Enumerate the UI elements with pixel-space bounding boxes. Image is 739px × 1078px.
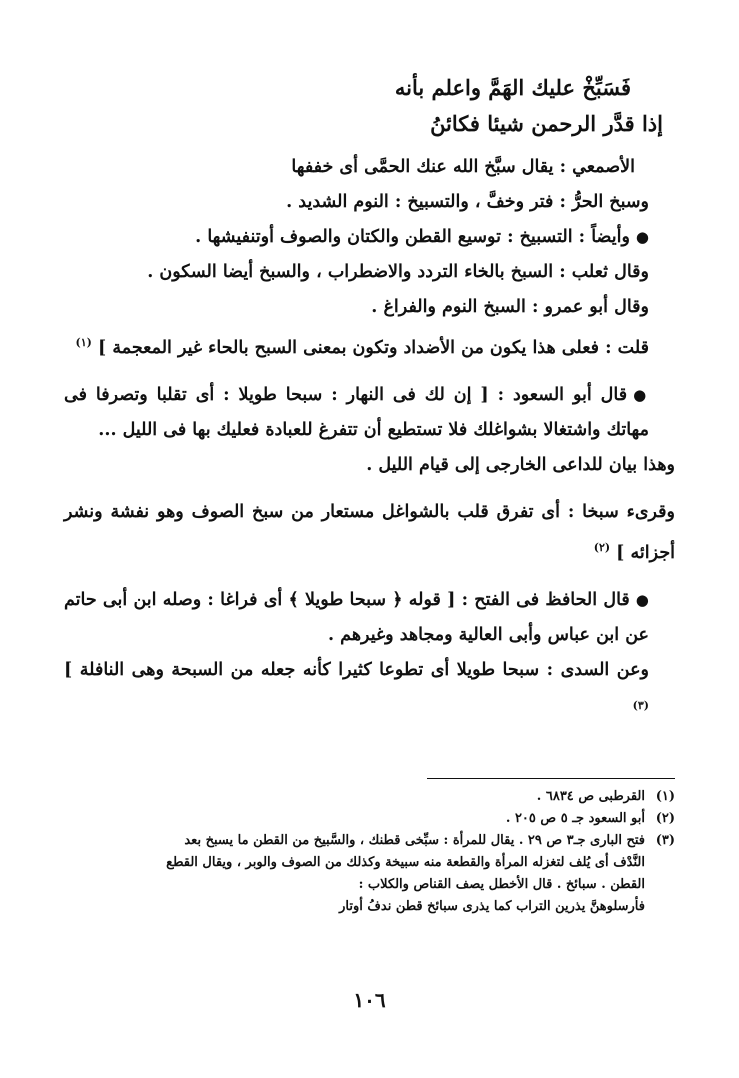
footnote-2 bbox=[56, 808, 675, 830]
paragraph-hafiz bbox=[64, 583, 675, 653]
footnote-ref-2: (٢) bbox=[593, 540, 611, 554]
paragraph-aydan bbox=[64, 220, 675, 255]
paragraph-suddi bbox=[64, 653, 675, 729]
paragraph-abu-amr: وقال أبو عمرو : السبخ النوم والفراغ . bbox=[371, 297, 649, 317]
footnote-number: (٣) bbox=[655, 833, 675, 848]
footnote-3 bbox=[56, 830, 675, 852]
poem-verse-second-hemistich: إذا قدَّر الرحمن شيئا فكائنُ bbox=[430, 111, 663, 136]
paragraph-thalab: وقال ثعلب : السبخ بالخاء التردد والاضطراب ، والسبخ أيضا السكون . bbox=[147, 262, 649, 282]
paragraph-aydan-text: وأيضاً : التسبيخ : توسيع القطن والكتان والصوف أوتنفيشها . bbox=[195, 227, 630, 247]
paragraph-asmai: الأصمعي : يقال سبَّخ الله عنك الحمَّى أى خففها bbox=[291, 157, 635, 177]
footnote-text: القرطبى ص ٦٨٣٤ . bbox=[536, 789, 645, 804]
footnotes bbox=[56, 786, 675, 918]
footnote-ref-1: (١) bbox=[75, 336, 92, 349]
paragraph-qultu-text: قلت : فعلى هذا يكون من الأضداد وتكون بمعنى السبح بالحاء غير المعجمة ] bbox=[97, 337, 649, 358]
footnote-verse: فأرسلوهنَّ يذرين التراب كما يذرى سبائخ قطن ندفُ أوتار bbox=[339, 899, 645, 914]
main-text bbox=[64, 150, 675, 728]
paragraph-quria-sabkha-text: وقرىء سبخا : أى تفرق قلب بالشواغل مستعار من سبخ الصوف وهو نفشة ونشر أجزائه ] bbox=[64, 501, 675, 563]
footnote-3-continuation-line: النَّدْف أى يُلف لتغزله المرأة والقطعة منه سبيخة وكذلك من الصوف والوبر ، ويقال القطع bbox=[166, 855, 645, 870]
footnote-text: فتح البارى جـ٣ ص ٢٩ . يقال للمرأة : سبِّخى قطنك ، والسَّبيخ من القطن ما يسبخ بعد bbox=[184, 833, 645, 848]
paragraph-sabakha-alharr: وسبخ الحرُّ : فتر وخفَّ ، والتسبيخ : النوم الشديد . bbox=[286, 192, 649, 212]
footnote-divider bbox=[427, 778, 675, 779]
footnote-number: (١) bbox=[655, 789, 675, 804]
paragraph-bayan: وهذا بيان للداعى الخارجى إلى قيام الليل . bbox=[366, 454, 675, 475]
poem-verse-first-hemistich: فَسَبِّخْ عليك الهَمَّ واعلم بأنه bbox=[394, 75, 631, 100]
bullet-icon: ● bbox=[635, 228, 649, 246]
page-number: ١٠٦ bbox=[353, 988, 386, 1012]
paragraph-quria-sabkha bbox=[64, 495, 675, 571]
footnote-1 bbox=[56, 786, 675, 808]
footnote-text: أبو السعود جـ ٥ ص ٢٠٥ . bbox=[505, 811, 645, 826]
bullet-icon: ● bbox=[633, 385, 649, 404]
bullet-icon: ● bbox=[635, 590, 650, 609]
footnote-3-continuation-line: القطن . سبائخ . قال الأخطل يصف القناص والكلاب : bbox=[358, 877, 645, 892]
footnote-ref-3: (٣) bbox=[632, 698, 649, 712]
paragraph-suddi-text: وعن السدى : سبحا طويلا أى تطوعا كثيرا كأنه جعله من السبحة وهى النافلة ] bbox=[64, 659, 649, 680]
footnote-number: (٢) bbox=[655, 811, 675, 826]
paragraph-abu-saud bbox=[64, 378, 675, 448]
paragraph-hafiz-text: قال الحافظ فى الفتح : [ قوله ﴿ سبحا طويلا ﴾ أى فراغا : وصله ابن أبى حاتم عن ابن عباس وأبى العالية ومجاهد وغيرهم . bbox=[64, 589, 649, 645]
paragraph-abu-saud-text: قال أبو السعود : [ إن لك فى النهار : سبحا طويلا : أى تقلبا وتصرفا فى مهاتك واشتغالا بشواغلك فلا تستطيع أن تتفرغ للعبادة فعليك بها فى الليل ... bbox=[64, 384, 649, 440]
paragraph-qultu bbox=[64, 325, 675, 366]
